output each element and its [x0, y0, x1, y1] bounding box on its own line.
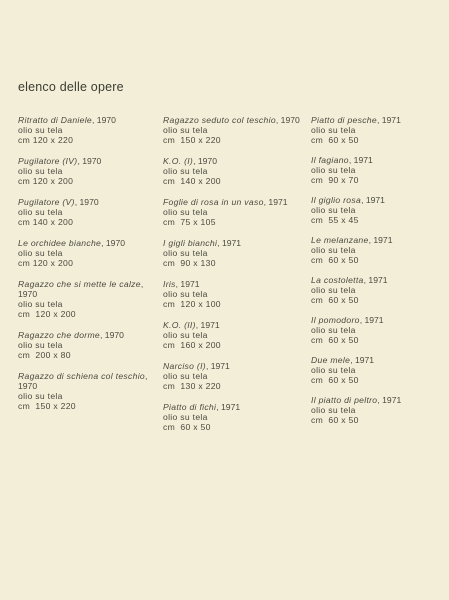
artwork-entry — [18, 115, 158, 145]
artwork-entry — [163, 156, 305, 186]
artwork-dimensions: cm 90 x 130 — [163, 258, 216, 268]
artwork-heading — [18, 371, 158, 391]
artwork-title: Il fagiano — [311, 155, 349, 165]
artwork-title: Il piatto di peltro — [311, 395, 378, 405]
artwork-medium: olio su tela — [163, 330, 208, 340]
artwork-entry — [311, 275, 441, 305]
artwork-heading — [163, 115, 305, 125]
artwork-medium: olio su tela — [163, 371, 208, 381]
artwork-heading — [18, 197, 158, 207]
artwork-entry — [311, 195, 441, 225]
artwork-entry — [311, 395, 441, 425]
artwork-entry — [163, 402, 305, 432]
artwork-year: , 1970 — [92, 115, 116, 125]
artwork-dimensions: cm 120 x 220 — [18, 135, 74, 145]
artwork-heading — [163, 361, 305, 371]
artwork-dimensions: cm 60 x 50 — [311, 375, 359, 385]
artwork-dimensions: cm 75 x 105 — [163, 217, 216, 227]
artwork-heading — [18, 156, 158, 166]
artwork-entry — [163, 238, 305, 268]
artwork-entry — [18, 238, 158, 268]
artwork-title: Le orchidee bianche — [18, 238, 102, 248]
artwork-medium: olio su tela — [18, 299, 63, 309]
artwork-year: , 1971 — [205, 361, 230, 371]
artwork-dimensions: cm 60 x 50 — [311, 335, 359, 345]
artwork-dimensions: cm 150 x 220 — [18, 401, 76, 411]
artwork-title: La costoletta — [311, 275, 364, 285]
artwork-entry — [163, 361, 305, 391]
artwork-year: , 1970 — [18, 371, 148, 391]
artwork-heading — [311, 155, 441, 165]
artwork-title: Ragazzo che dorme — [18, 330, 101, 340]
artwork-year: , 1971 — [348, 155, 373, 165]
artwork-medium: olio su tela — [163, 125, 208, 135]
artwork-year: , 1970 — [100, 330, 124, 340]
artwork-title: Pugilatore (V) — [18, 197, 75, 207]
artwork-year: , 1970 — [101, 238, 126, 248]
artwork-medium: olio su tela — [311, 125, 356, 135]
artwork-entry — [311, 315, 441, 345]
artwork-year: , 1971 — [195, 320, 220, 330]
artwork-title: Ragazzo seduto col teschio — [163, 115, 276, 125]
artwork-medium: olio su tela — [163, 166, 208, 176]
artwork-medium: olio su tela — [311, 165, 356, 175]
artwork-year: , 1971 — [350, 355, 375, 365]
artwork-dimensions: cm 140 x 200 — [18, 217, 74, 227]
artwork-heading — [18, 238, 158, 248]
artwork-dimensions: cm 160 x 200 — [163, 340, 221, 350]
artwork-title: Il giglio rosa — [311, 195, 362, 205]
artwork-medium: olio su tela — [311, 245, 356, 255]
artwork-dimensions: cm 120 x 200 — [18, 176, 74, 186]
artwork-heading — [311, 115, 441, 125]
artwork-entry — [311, 235, 441, 265]
artwork-title: I gigli bianchi — [163, 238, 218, 248]
artwork-entry — [311, 155, 441, 185]
artwork-medium: olio su tela — [163, 289, 208, 299]
artwork-dimensions: cm 120 x 200 — [18, 309, 76, 319]
artwork-entry — [311, 115, 441, 145]
artwork-year: , 1971 — [368, 235, 393, 245]
artwork-title: Il pomodoro — [311, 315, 360, 325]
artwork-dimensions: cm 60 x 50 — [311, 255, 359, 265]
artwork-medium: olio su tela — [18, 207, 63, 217]
artwork-title: Le melanzane — [311, 235, 369, 245]
artwork-dimensions: cm 60 x 50 — [311, 295, 359, 305]
artwork-entry — [18, 279, 158, 319]
artwork-year: , 1971 — [175, 279, 200, 289]
artwork-year: , 1971 — [377, 395, 402, 405]
artwork-entry — [163, 320, 305, 350]
artwork-medium: olio su tela — [18, 166, 63, 176]
artwork-title: Due mele — [311, 355, 351, 365]
artwork-medium: olio su tela — [163, 412, 208, 422]
artwork-heading — [311, 395, 441, 405]
artwork-heading — [163, 402, 305, 412]
artwork-year: , 1971 — [216, 402, 241, 412]
artwork-heading — [18, 279, 158, 299]
artwork-medium: olio su tela — [311, 325, 356, 335]
artwork-entry — [311, 355, 441, 385]
artwork-dimensions: cm 200 x 80 — [18, 350, 71, 360]
works-column-3 — [311, 115, 441, 435]
artwork-year: , 1971 — [263, 197, 288, 207]
artwork-heading — [311, 315, 441, 325]
artwork-medium: olio su tela — [18, 391, 63, 401]
artwork-heading — [163, 156, 305, 166]
artwork-entry — [18, 197, 158, 227]
artwork-heading — [311, 355, 441, 365]
artwork-heading — [18, 330, 158, 340]
artwork-medium: olio su tela — [18, 340, 63, 350]
artwork-title: Iris — [163, 279, 176, 289]
artwork-title: Piatto di pesche — [311, 115, 377, 125]
artwork-year: , 1970 — [18, 279, 144, 299]
artwork-heading — [163, 279, 305, 289]
artwork-medium: olio su tela — [18, 248, 63, 258]
artwork-title: K.O. (I) — [163, 156, 194, 166]
artwork-medium: olio su tela — [311, 365, 356, 375]
artwork-heading — [163, 197, 305, 207]
artwork-entry — [163, 279, 305, 309]
artwork-dimensions: cm 60 x 50 — [311, 135, 359, 145]
artwork-medium: olio su tela — [163, 207, 208, 217]
artwork-heading — [311, 195, 441, 205]
artwork-heading — [18, 115, 158, 125]
artwork-title: Ragazzo di schiena col teschio — [18, 371, 145, 381]
artwork-title: Ragazzo che si mette le calze — [18, 279, 141, 289]
artwork-title: Narciso (I) — [163, 361, 206, 371]
works-column-1 — [18, 115, 158, 422]
artwork-medium: olio su tela — [311, 205, 356, 215]
artwork-entry — [163, 115, 305, 145]
artwork-entry — [163, 197, 305, 227]
artwork-dimensions: cm 130 x 220 — [163, 381, 221, 391]
works-column-2 — [163, 115, 305, 443]
artwork-heading — [311, 275, 441, 285]
artwork-medium: olio su tela — [311, 405, 356, 415]
artwork-title: Ritratto di Daniele — [18, 115, 93, 125]
artwork-entry — [18, 156, 158, 186]
artwork-heading — [163, 320, 305, 330]
artwork-dimensions: cm 120 x 100 — [163, 299, 221, 309]
artwork-medium: olio su tela — [18, 125, 63, 135]
artwork-title: Foglie di rosa in un vaso — [163, 197, 264, 207]
artwork-heading — [163, 238, 305, 248]
page-title: elenco delle opere — [18, 80, 124, 94]
artwork-entry — [18, 330, 158, 360]
artwork-year: , 1970 — [77, 156, 102, 166]
artwork-year: , 1970 — [275, 115, 300, 125]
artwork-entry — [18, 371, 158, 411]
artwork-heading — [311, 235, 441, 245]
artwork-dimensions: cm 60 x 50 — [311, 415, 359, 425]
artwork-year: , 1971 — [217, 238, 242, 248]
artwork-dimensions: cm 150 x 220 — [163, 135, 221, 145]
artwork-title: K.O. (II) — [163, 320, 196, 330]
artwork-year: , 1970 — [193, 156, 217, 166]
artwork-dimensions: cm 140 x 200 — [163, 176, 221, 186]
artwork-year: , 1971 — [363, 275, 388, 285]
artwork-dimensions: cm 90 x 70 — [311, 175, 359, 185]
artwork-year: , 1971 — [361, 195, 385, 205]
artwork-title: Pugilatore (IV) — [18, 156, 78, 166]
artwork-year: , 1971 — [359, 315, 384, 325]
artwork-title: Piatto di fichi — [163, 402, 217, 412]
artwork-dimensions: cm 120 x 200 — [18, 258, 74, 268]
artwork-year: , 1970 — [74, 197, 99, 207]
artwork-year: , 1971 — [376, 115, 401, 125]
artwork-medium: olio su tela — [163, 248, 208, 258]
artwork-dimensions: cm 55 x 45 — [311, 215, 359, 225]
artwork-medium: olio su tela — [311, 285, 356, 295]
artwork-dimensions: cm 60 x 50 — [163, 422, 211, 432]
